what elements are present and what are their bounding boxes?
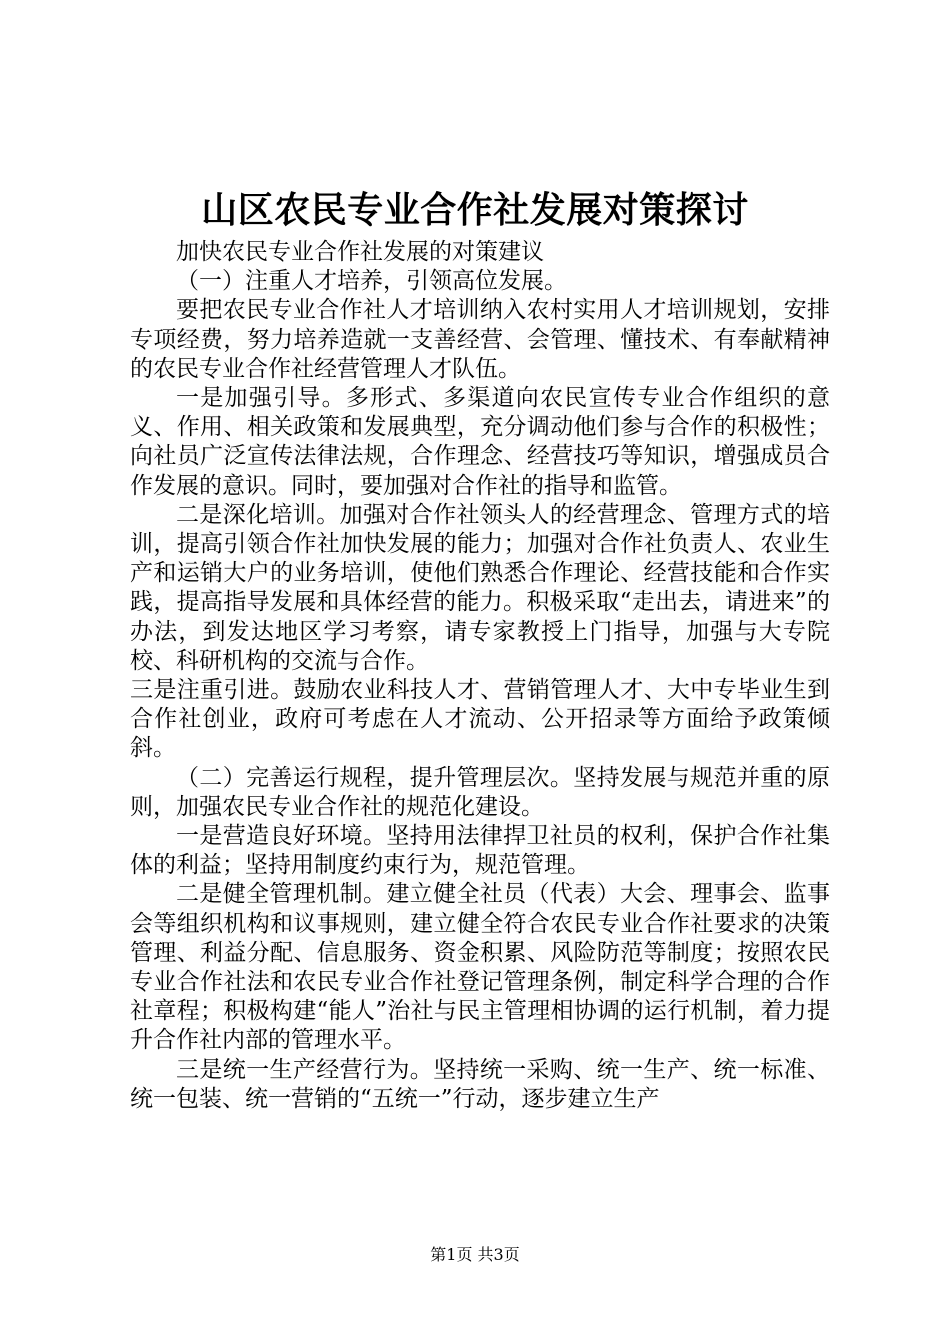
paragraph-guidance: 一是加强引导。多形式、多渠道向农民宣传专业合作组织的意义、作用、相关政策和发展典型，充分调动他们参与合作的积极性；向社员广泛宣传法律法规，合作理念、经营技巧等知识，增强成员合作发展的意识。同时，要加强对合作社的指导和监管。 (130, 385, 830, 499)
paragraph-deepen-training: 二是深化培训。加强对合作社领头人的经营理念、管理方式的培训，提高引领合作社加快发展的能力；加强对合作社负责人、农业生产和运销大户的业务培训，使他们熟悉合作理论、经营技能和合作实践，提高指导发展和具体经营的能力。积极采取“走出去，请进来”的办法，到发达地区学习考察，请专家教授上门指导，加强与大专院校、科研机构的交流与合作。 (130, 501, 830, 674)
paragraph-environment: 一是营造良好环境。坚持用法律捍卫社员的权利，保护合作社集体的利益；坚持用制度约束行为，规范管理。 (130, 823, 830, 879)
document-body (130, 238, 830, 1114)
paragraph-training-plan: 要把农民专业合作社人才培训纳入农村实用人才培训规划，安排专项经费，努力培养造就一支善经营、会管理、懂技术、有奉献精神的农民专业合作社经营管理人才队伍。 (130, 297, 830, 382)
paragraph-intro: 加快农民专业合作社发展的对策建议 (176, 239, 544, 265)
page-footer: 第1页 共3页 (430, 1245, 520, 1264)
paragraph-unified-operation: 三是统一生产经营行为。坚持统一采购、统一生产、统一标准、统一包装、统一营销的“五统一”行动，逐步建立生产 (130, 1056, 830, 1112)
paragraph-talent-introduction: 三是注重引进。鼓励农业科技人才、营销管理人才、大中专毕业生到合作社创业，政府可考虑在人才流动、公开招录等方面给予政策倾斜。 (130, 677, 830, 762)
document-title: 山区农民专业合作社发展对策探讨 (201, 189, 749, 231)
paragraph-section-1-heading: （一）注重人才培养，引领高位发展。 (176, 268, 567, 295)
paragraph-section-2-heading: （二）完善运行规程，提升管理层次。坚持发展与规范并重的原则，加强农民专业合作社的规范化建设。 (130, 764, 830, 820)
paragraph-management-mechanism: 二是健全管理机制。建立健全社员（代表）大会、理事会、监事会等组织机构和议事规则，建立健全符合农民专业合作社要求的决策管理、利益分配、信息服务、资金积累、风险防范等制度；按照农民专业合作社法和农民专业合作社登记管理条例，制定科学合理的合作社章程；积极构建“能人”治社与民主管理相协调的运行机制，着力提升合作社内部的管理水平。 (130, 881, 830, 1054)
